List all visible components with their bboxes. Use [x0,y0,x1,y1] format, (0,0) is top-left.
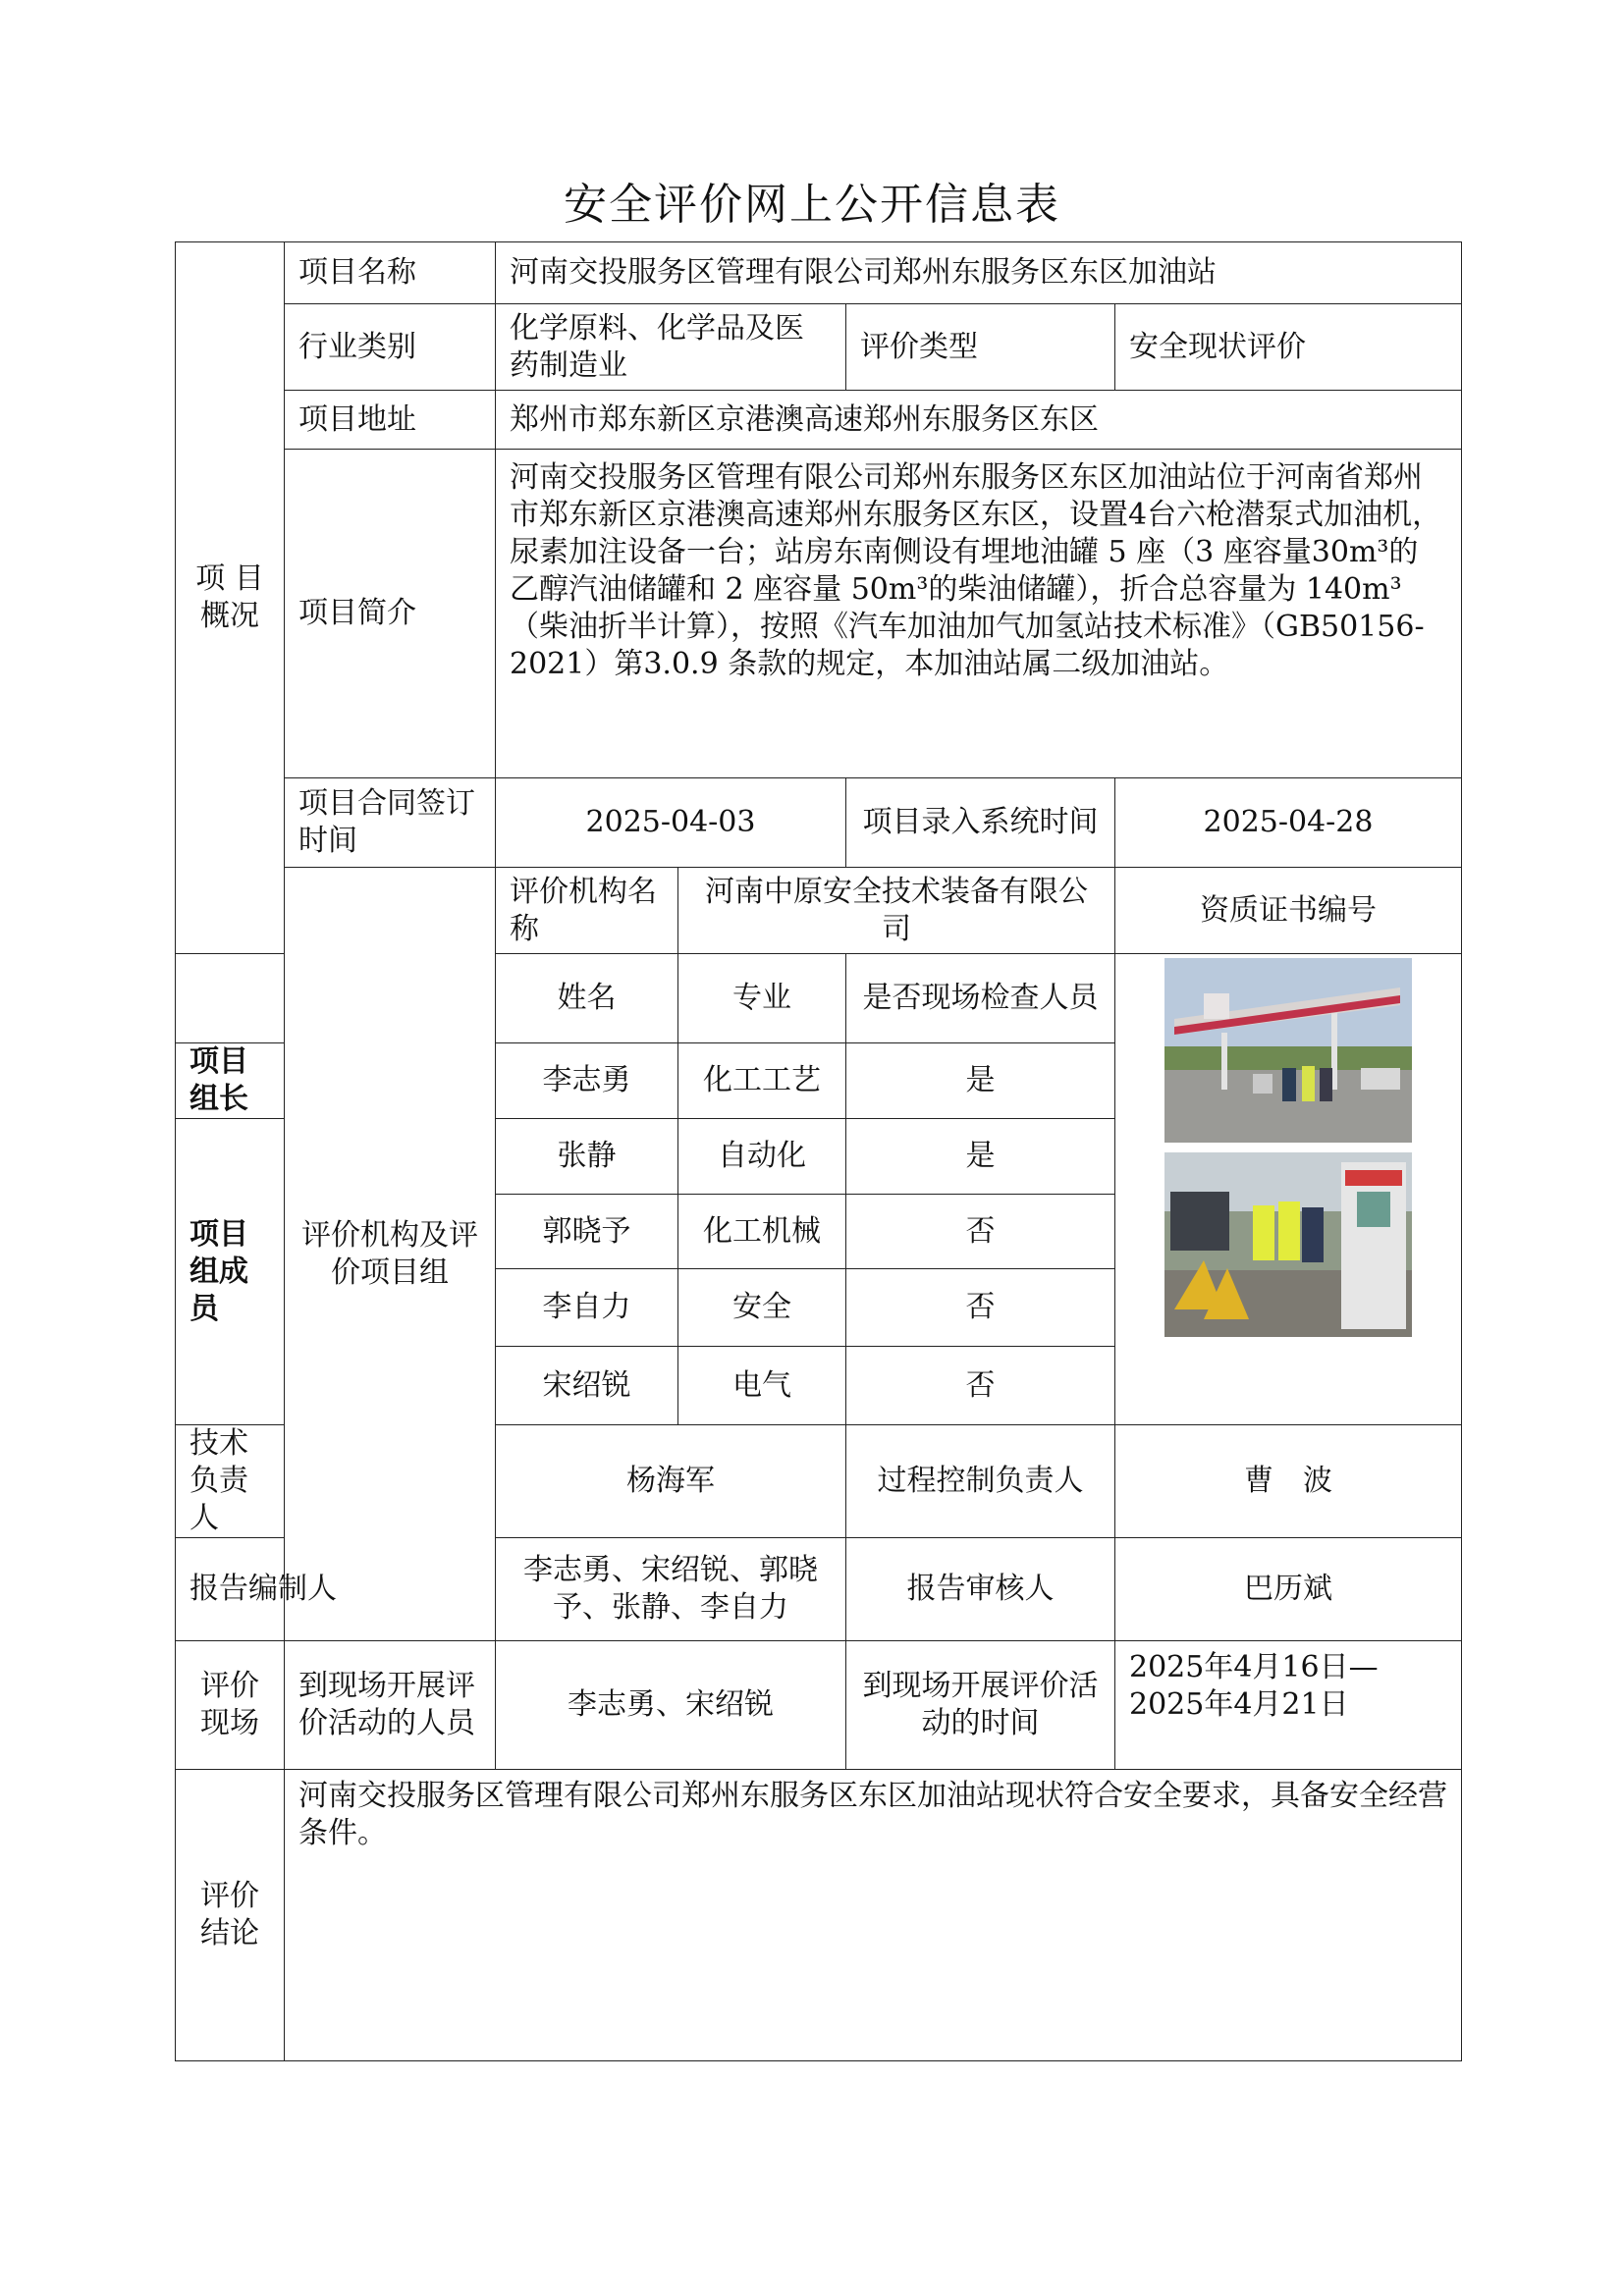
industry-label: 行业类别 [285,304,496,391]
contract-date-label: 项目合同签订时间 [285,778,496,868]
member-name: 宋绍锐 [496,1347,678,1425]
member-onsite: 否 [846,1347,1115,1425]
leader-label: 项目组长 [176,1043,285,1119]
member-major: 自动化 [678,1119,846,1195]
report-authors: 李志勇、宋绍锐、郭晓予、张静、李自力 [496,1538,846,1641]
overview-section-label: 项 目 概况 [176,242,285,954]
site-time-label: 到现场开展评价活动的时间 [846,1641,1115,1770]
contract-date-value: 2025-04-03 [496,778,846,868]
cert-label: 资质证书编号 [1115,868,1462,954]
leader-major: 化工工艺 [678,1043,846,1119]
report-reviewer: 巴历斌 [1115,1538,1462,1641]
process-lead-label: 过程控制负责人 [846,1425,1115,1538]
conclusion-section-label: 评价结论 [176,1770,285,2061]
member-name: 张静 [496,1119,678,1195]
member-major: 电气 [678,1347,846,1425]
gas-station-photo [1164,958,1412,1143]
address-label: 项目地址 [285,391,496,450]
col-major-header: 专业 [678,954,846,1043]
col-name-header: 姓名 [496,954,678,1043]
member-major: 安全 [678,1269,846,1347]
leader-onsite: 是 [846,1043,1115,1119]
site-people: 李志勇、宋绍锐 [496,1641,846,1770]
member-onsite: 否 [846,1195,1115,1269]
entry-date-value: 2025-04-28 [1115,778,1462,868]
process-lead-value: 曹 波 [1115,1425,1462,1538]
conclusion-text: 河南交投服务区管理有限公司郑州东服务区东区加油站现状符合安全要求，具备安全经营条件。 [285,1770,1462,2061]
tech-lead-label: 技术负责人 [176,1425,285,1538]
members-label: 项目组成员 [176,1119,285,1425]
site-section-label: 评价现场 [176,1641,285,1770]
member-name: 李自力 [496,1269,678,1347]
eval-type-value: 安全现状评价 [1115,304,1462,391]
eval-type-label: 评价类型 [846,304,1115,391]
member-onsite: 否 [846,1269,1115,1347]
site-photos [1115,954,1462,1425]
fuel-dispenser-photo [1164,1152,1412,1337]
project-name-label: 项目名称 [285,242,496,304]
report-reviewer-label: 报告审核人 [846,1538,1115,1641]
tech-lead-value: 杨海军 [496,1425,846,1538]
org-name: 河南中原安全技术装备有限公司 [678,868,1115,954]
page-title: 安全评价网上公开信息表 [564,180,1060,230]
project-name-value: 河南交投服务区管理有限公司郑州东服务区东区加油站 [496,242,1462,304]
leader-name: 李志勇 [496,1043,678,1119]
summary-label: 项目简介 [285,450,496,778]
blank-cell [176,954,285,1043]
org-label: 评价机构名称 [496,868,678,954]
info-table [175,241,1462,2061]
site-people-label: 到现场开展评价活动的人员 [285,1641,496,1770]
summary-value: 河南交投服务区管理有限公司郑州东服务区东区加油站位于河南省郑州市郑东新区京港澳高速郑州东服务区东区，设置4台六枪潜泵式加油机，尿素加注设备一台；站房东南侧设有埋地油罐 5 座（3 座容量30m³的乙醇汽油储罐和 2 座容量 50m³的柴油储罐），折合总容量为 140m³（柴油折半计算），按照《汽车加油加气加氢站技术标准》（GB50156-2021）第3.0.9 条款的规定，本加油站属二级加油站。 [496,450,1462,778]
member-major: 化工机械 [678,1195,846,1269]
member-name: 郭晓予 [496,1195,678,1269]
report-author-label: 报告编制人 [176,1538,496,1641]
team-section-label: 评价机构及评价项目组 [285,868,496,1641]
member-onsite: 是 [846,1119,1115,1195]
industry-value: 化学原料、化学品及医药制造业 [496,304,846,391]
col-onsite-header: 是否现场检查人员 [846,954,1115,1043]
entry-date-label: 项目录入系统时间 [846,778,1115,868]
site-time: 2025年4月16日—2025年4月21日 [1115,1641,1462,1770]
address-value: 郑州市郑东新区京港澳高速郑州东服务区东区 [496,391,1462,450]
